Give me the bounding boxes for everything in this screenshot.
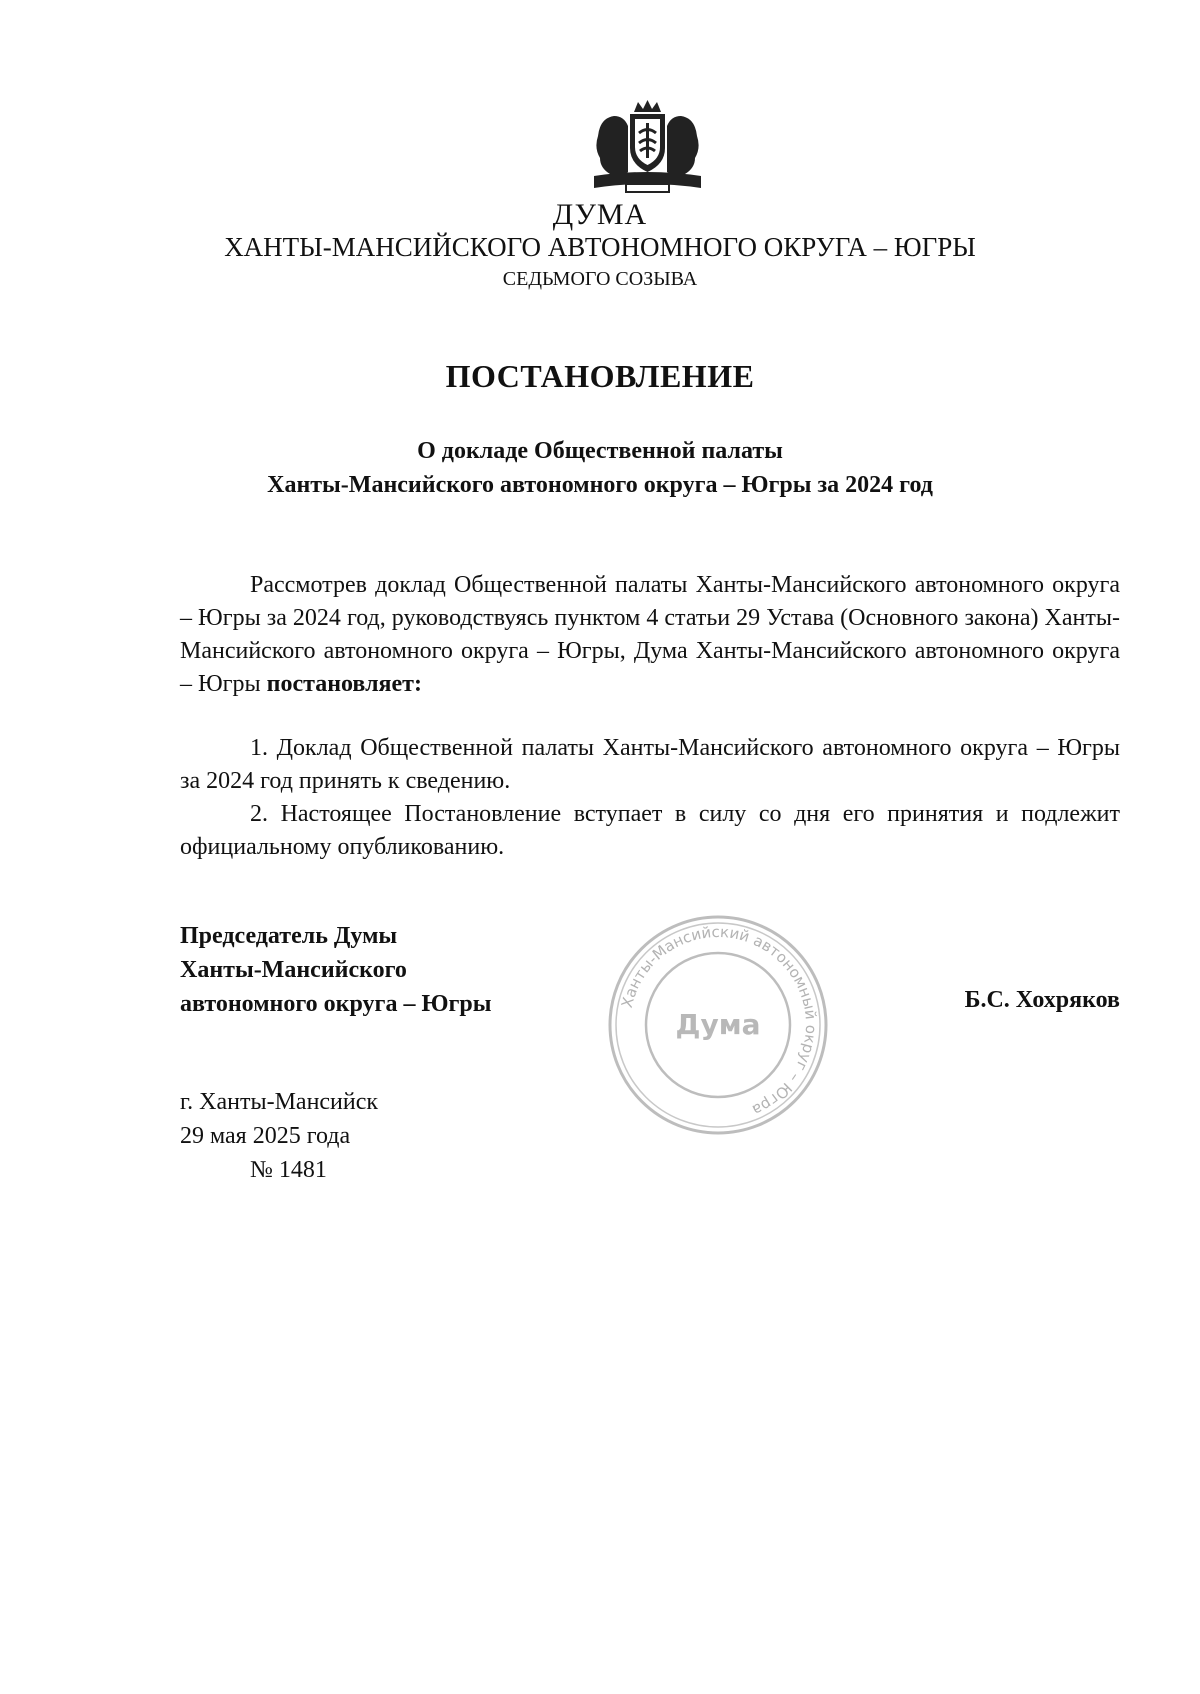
signatory-title [180,919,491,1021]
resolution-items [180,732,1120,864]
preamble-text: Рассмотрев доклад Общественной палаты Ханты-Мансийского автономного округа – Югры за 2024 год, руководствуясь пунктом 4 статьи 29 Устава (Основного закона) Ханты-Мансийского автономного округа – Югры, Дума Ханты-Мансийского автономного округа – Югры [180,572,1120,697]
date: 29 мая 2025 года [180,1123,351,1149]
place-date-number [180,1085,378,1187]
document-type: ПОСТАНОВЛЕНИЕ [445,358,755,394]
subject-line-1: О докладе Общественной палаты [417,438,783,464]
signatory-name: Б.С. Хохряков [964,987,1120,1013]
coat-of-arms-icon [590,98,705,198]
convocation: СЕДЬМОГО СОЗЫВА [502,268,698,290]
subject-line-2: Ханты-Мансийского автономного округа – Югры за 2024 год [267,472,933,498]
resolution-item-1: 1. Доклад Общественной палаты Ханты-Мансийского автономного округа – Югры за 2024 год принять к сведению. [180,735,1120,794]
stamp-center-text: Дума [675,1008,761,1041]
signatory-title-line-3: автономного округа – Югры [180,991,492,1017]
official-stamp [603,910,833,1140]
signatory-title-line-1: Председатель Думы [180,923,398,949]
preamble [180,569,1120,701]
document-number: № 1481 [250,1157,327,1183]
document-subject [150,434,1050,502]
city: г. Ханты-Мансийск [180,1089,379,1115]
stamp-ring-textpath: Ханты-Мансийский автономный округ – Югра [617,922,821,1120]
signatory-title-line-2: Ханты-Мансийского [180,957,407,983]
resolves-word: постановляет: [266,671,422,697]
region-name: ХАНТЫ-МАНСИЙСКОГО АВТОНОМНОГО ОКРУГА – ЮГРЫ [224,232,976,262]
org-name: ДУМА [552,198,648,231]
resolution-item-2: 2. Настоящее Постановление вступает в силу со дня его принятия и подлежит официальному опубликованию. [180,801,1120,860]
